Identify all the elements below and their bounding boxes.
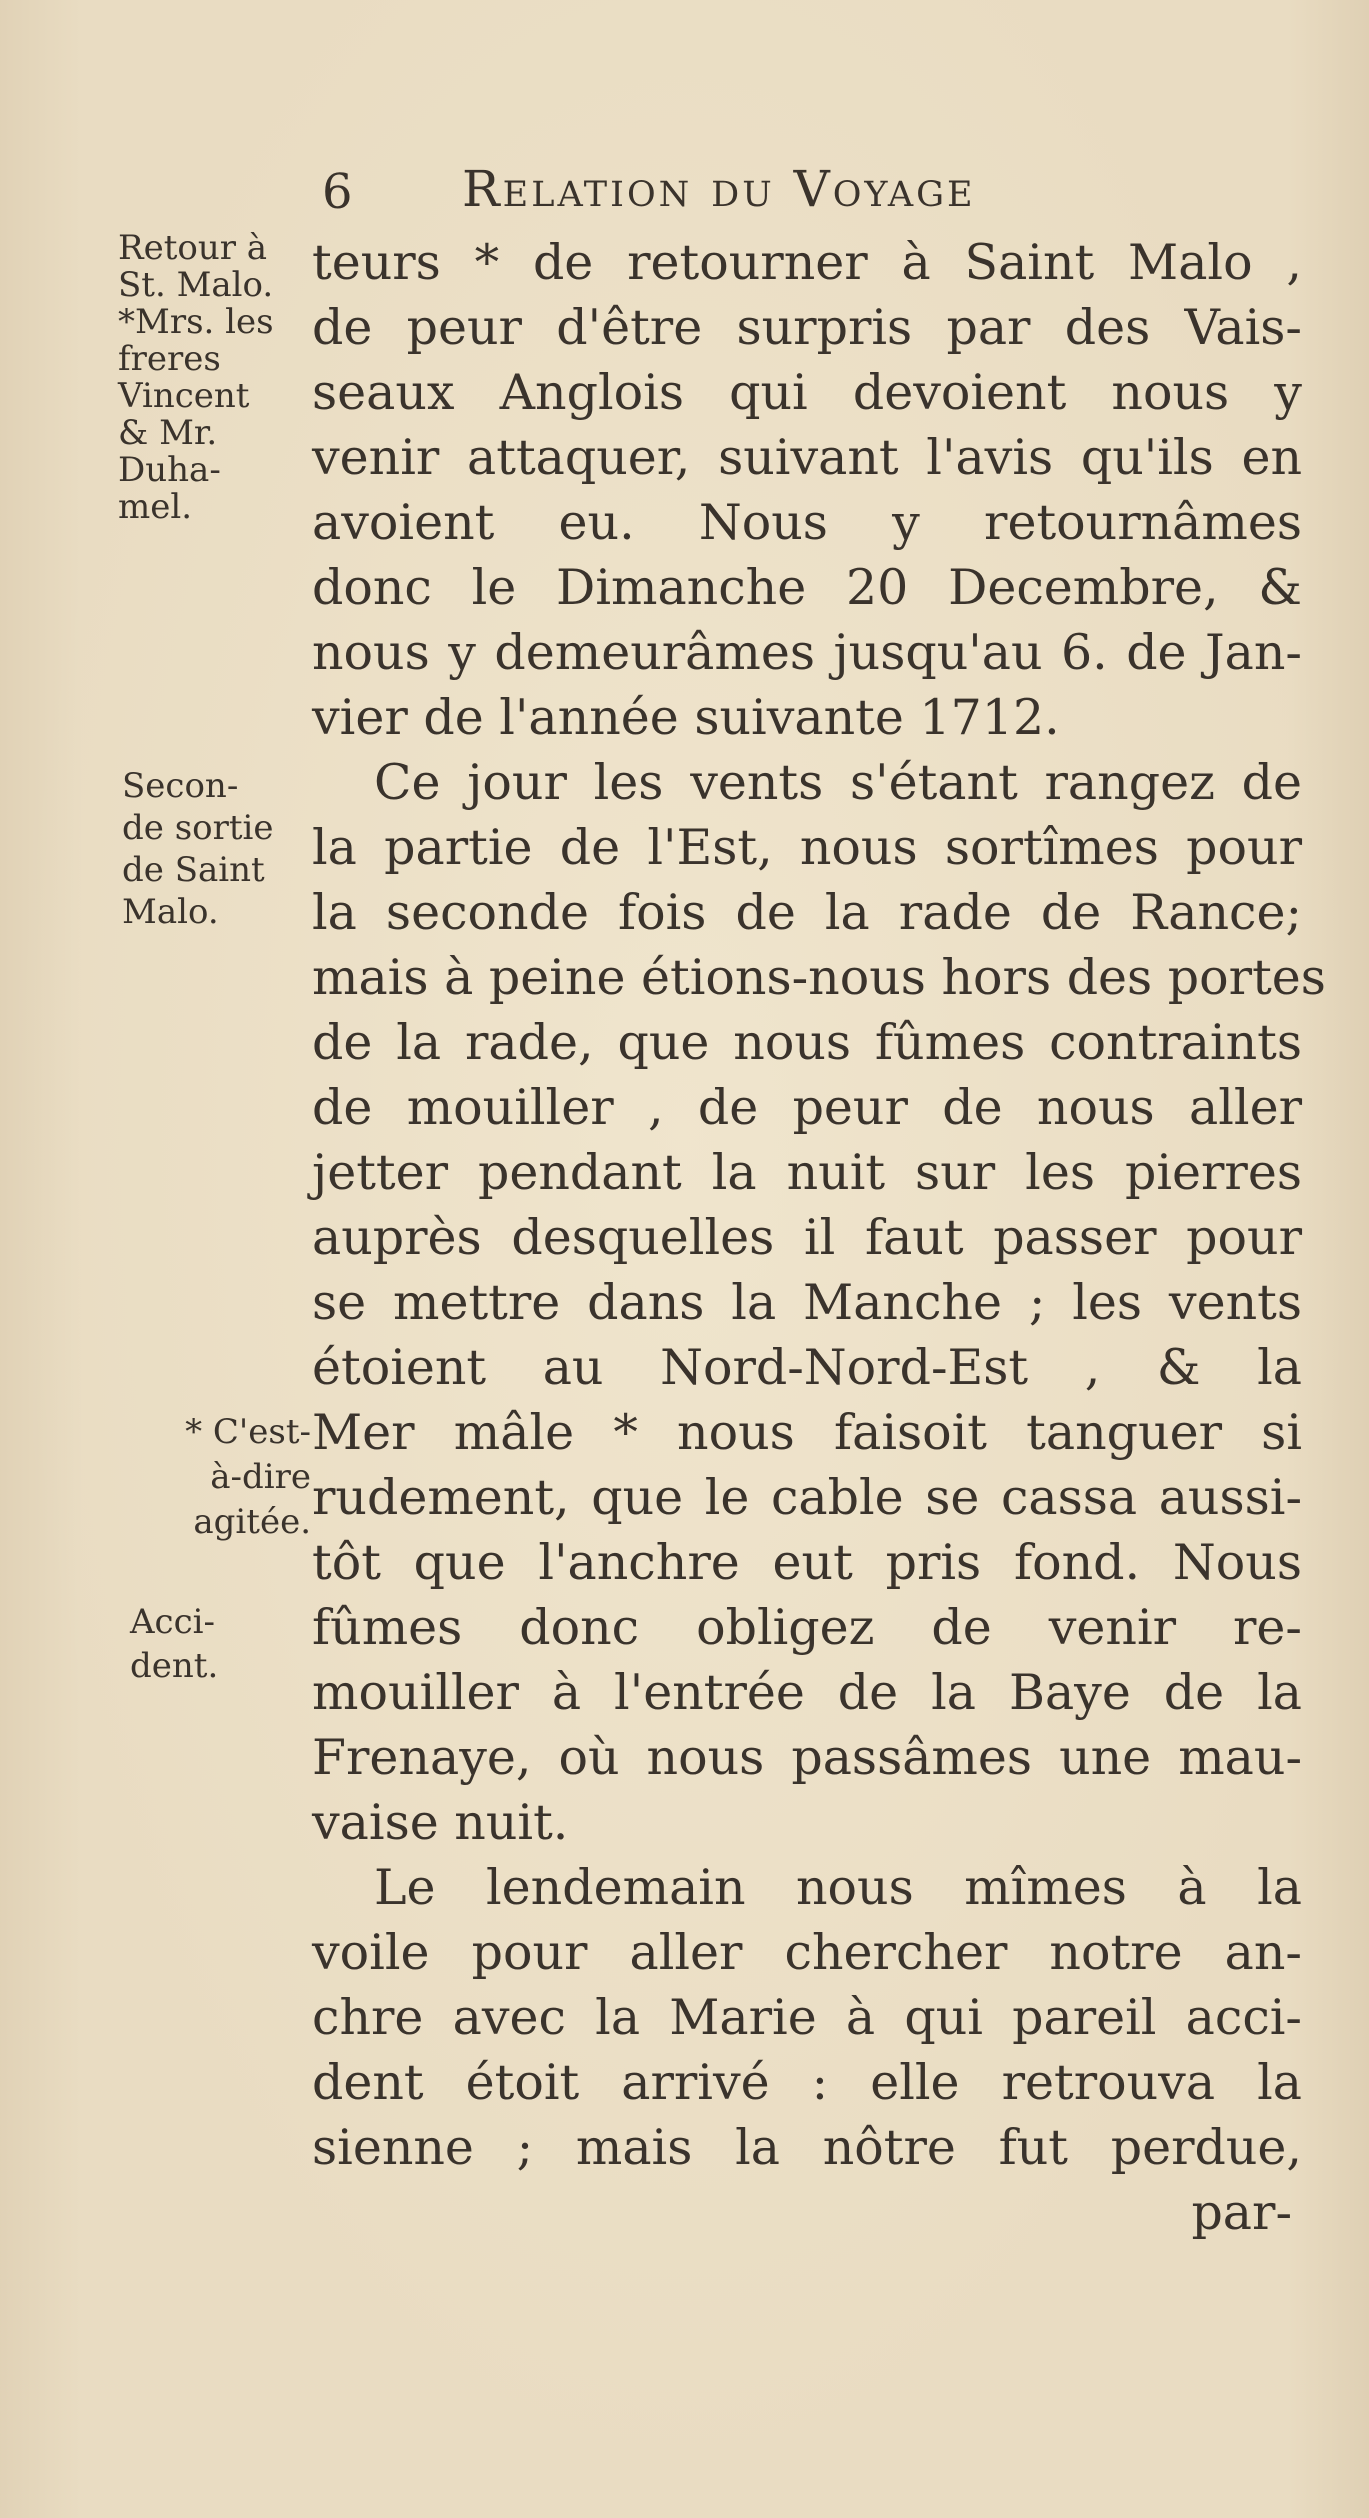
text-line: de peur d'être surpris par des Vais- <box>312 299 1302 356</box>
margin-note-line: de Saint <box>122 850 265 890</box>
text-line: Ce jour les vents s'étant rangez de <box>374 754 1302 811</box>
text-line: sienne ; mais la nôtre fut perdue, <box>312 2119 1302 2176</box>
page-number: 6 <box>322 164 353 220</box>
margin-note-line: de sortie <box>122 808 274 848</box>
margin-note-line: à-dire <box>210 1457 311 1497</box>
page-header <box>312 160 1192 230</box>
margin-note-line: Secon- <box>122 766 239 806</box>
margin-note-line: Duha- <box>118 450 221 490</box>
margin-note-seconde-sortie <box>122 765 307 933</box>
margin-note-line: Malo. <box>122 892 219 932</box>
text-line: Le lendemain nous mîmes à la <box>374 1859 1302 1916</box>
text-line: jetter pendant la nuit sur les pierres <box>312 1144 1302 1201</box>
margin-note-line: mel. <box>118 487 193 527</box>
text-line: mouiller à l'entrée de la Baye de la <box>312 1664 1302 1721</box>
margin-note-line: *Mrs. les <box>118 302 274 342</box>
text-line: la seconde fois de la rade de Rance; <box>312 884 1302 941</box>
text-line: teurs * de retourner à Saint Malo , <box>312 234 1302 291</box>
text-line: mais à peine étions-nous hors des portes <box>312 949 1326 1006</box>
text-line: de la rade, que nous fûmes contraints <box>312 1014 1302 1071</box>
body-text <box>312 230 1326 2245</box>
text-line: seaux Anglois qui devoient nous y <box>312 364 1302 421</box>
text-line: dent étoit arrivé : elle retrouva la <box>312 2054 1302 2111</box>
margin-note-footnote <box>126 1410 311 1545</box>
margin-note-retour <box>118 230 303 526</box>
running-title: Relation du Voyage <box>462 160 976 218</box>
margin-note-line: Vincent <box>118 376 250 416</box>
text-line: voile pour aller chercher notre an- <box>312 1924 1302 1981</box>
text-line: rudement, que le cable se cassa aussi- <box>312 1469 1302 1526</box>
margin-note-line: * C'est- <box>185 1412 311 1452</box>
text-line: tôt que l'anchre eut pris fond. Nous <box>312 1534 1302 1591</box>
text-line: se mettre dans la Manche ; les vents <box>312 1274 1302 1331</box>
margin-note-line: & Mr. <box>118 413 218 453</box>
text-line: fûmes donc obligez de venir re- <box>312 1599 1302 1656</box>
margin-note-line: freres <box>118 339 221 379</box>
text-line: avoient eu. Nous y retournâmes <box>312 494 1302 551</box>
text-line: de mouiller , de peur de nous aller <box>312 1079 1302 1136</box>
text-line: auprès desquelles il faut passer pour <box>312 1209 1302 1266</box>
text-line: vaise nuit. <box>312 1794 569 1851</box>
text-line: venir attaquer, suivant l'avis qu'ils en <box>312 429 1302 486</box>
text-line: la partie de l'Est, nous sortîmes pour <box>312 819 1302 876</box>
text-line: Mer mâle * nous faisoit tanguer si <box>312 1404 1302 1461</box>
margin-note-accident <box>130 1600 315 1688</box>
margin-note-line: agitée. <box>193 1502 311 1542</box>
text-line: donc le Dimanche 20 Decembre, & <box>312 559 1302 616</box>
text-line: vier de l'année suivante 1712. <box>312 689 1060 746</box>
text-line: Frenaye, où nous passâmes une mau- <box>312 1729 1302 1786</box>
margin-note-line: Acci- <box>130 1602 215 1642</box>
margin-note-line: Retour à <box>118 228 268 268</box>
margin-note-line: St. Malo. <box>118 265 274 305</box>
margin-note-line: dent. <box>130 1646 219 1686</box>
catchword: par- <box>1191 2184 1292 2241</box>
text-line: chre avec la Marie à qui pareil acci- <box>312 1989 1302 2046</box>
text-line: nous y demeurâmes jusqu'au 6. de Jan- <box>312 624 1302 681</box>
text-line: étoient au Nord-Nord-Est , & la <box>312 1339 1302 1396</box>
